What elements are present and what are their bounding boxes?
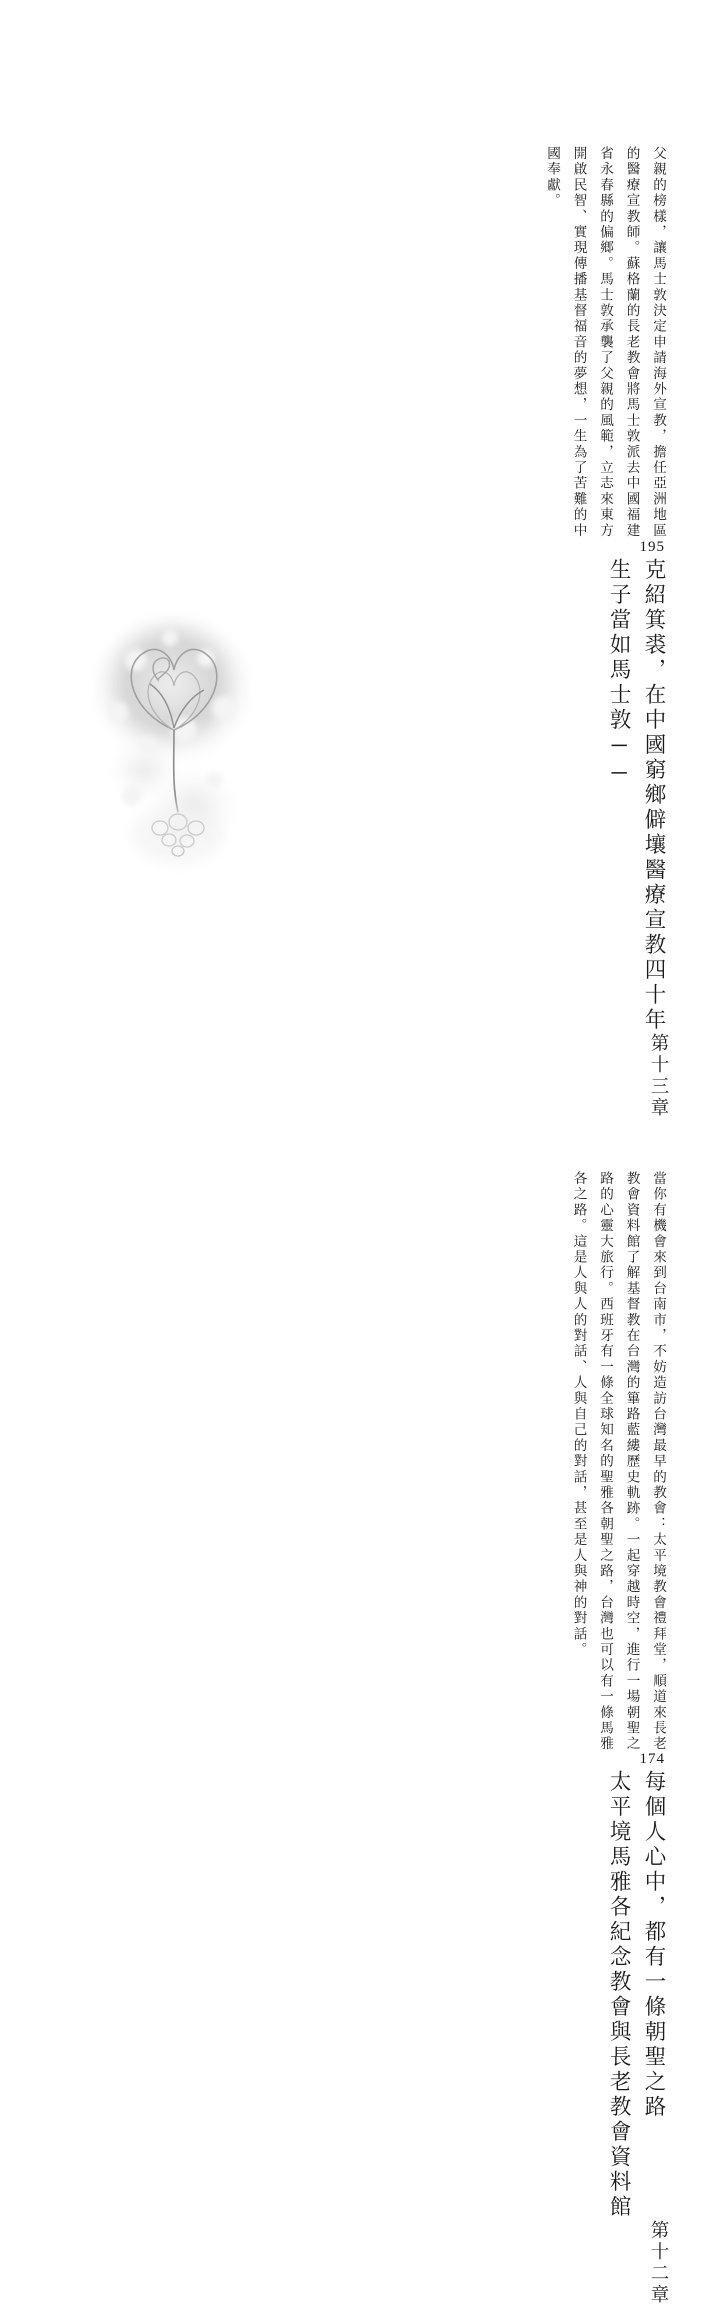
description-line: 各之路。這是人與人的對話、人與自己的對話，甚至是人與神的對話。 bbox=[565, 1171, 592, 1752]
chapter-title-line: 克紹箕裘，在中國窮鄉僻壤醫療宣教四十年 bbox=[636, 558, 671, 1033]
description-line: 當你有機會來到台南市，不妨造訪台灣最早的教會：太平境教會禮拜堂，順道來長老 bbox=[645, 1171, 672, 1752]
description-line: 父親的榜樣，讓馬士敦決定申請海外宣教，擔任亞洲地區 bbox=[645, 146, 672, 539]
page bbox=[0, 0, 709, 1005]
chapter-13-page-number-wrap bbox=[638, 539, 672, 556]
flower-illustration-icon bbox=[74, 600, 274, 880]
description-line: 路的心靈大旅行。西班牙有一條全球知名的聖雅各朝聖之路，台灣也可以有一條馬雅 bbox=[592, 1171, 619, 1752]
chapter-title-line: 每個人心中，都有一條朝聖之路 bbox=[636, 1770, 671, 2220]
description-line: 的醫療宣教師。蘇格蘭的長老教會將馬士敦派去中國福建 bbox=[618, 146, 645, 539]
toc-entry-chapter-12[interactable] bbox=[563, 1119, 671, 2306]
chapter-13-title[interactable] bbox=[601, 556, 671, 1033]
table-of-contents bbox=[513, 88, 672, 928]
description-line: 省永春縣的偏鄉。馬士敦承襲了父親的風範，立志來東方 bbox=[592, 146, 619, 539]
chapter-13-label: 第十三章 bbox=[645, 1033, 671, 1119]
chapter-12-title[interactable] bbox=[601, 1768, 671, 2220]
chapter-13-page-number: 195 bbox=[640, 539, 666, 556]
toc-entry-chapter-13[interactable] bbox=[537, 88, 672, 1119]
chapter-12-description bbox=[565, 1119, 671, 1752]
chapter-12-page-number: 174 bbox=[640, 1751, 666, 1768]
chapter-13-description bbox=[539, 88, 672, 539]
description-line: 國奉獻。 bbox=[539, 146, 566, 539]
description-line: 教會資料館了解基督教在台灣的篳路藍縷歷史軌跡。一起穿越時空，進行一場朝聖之 bbox=[618, 1171, 645, 1752]
chapter-title-line: 生子當如馬士敦── bbox=[601, 558, 636, 1033]
chapter-12-label: 第十二章 bbox=[645, 2220, 671, 2306]
chapter-title-line: 太平境馬雅各紀念教會與長老教會資料館 bbox=[601, 1770, 636, 2220]
chapter-12-page-number-wrap bbox=[638, 1751, 672, 1768]
description-line: 開啟民智、實現傳播基督福音的夢想，一生為了苦難的中 bbox=[565, 146, 592, 539]
